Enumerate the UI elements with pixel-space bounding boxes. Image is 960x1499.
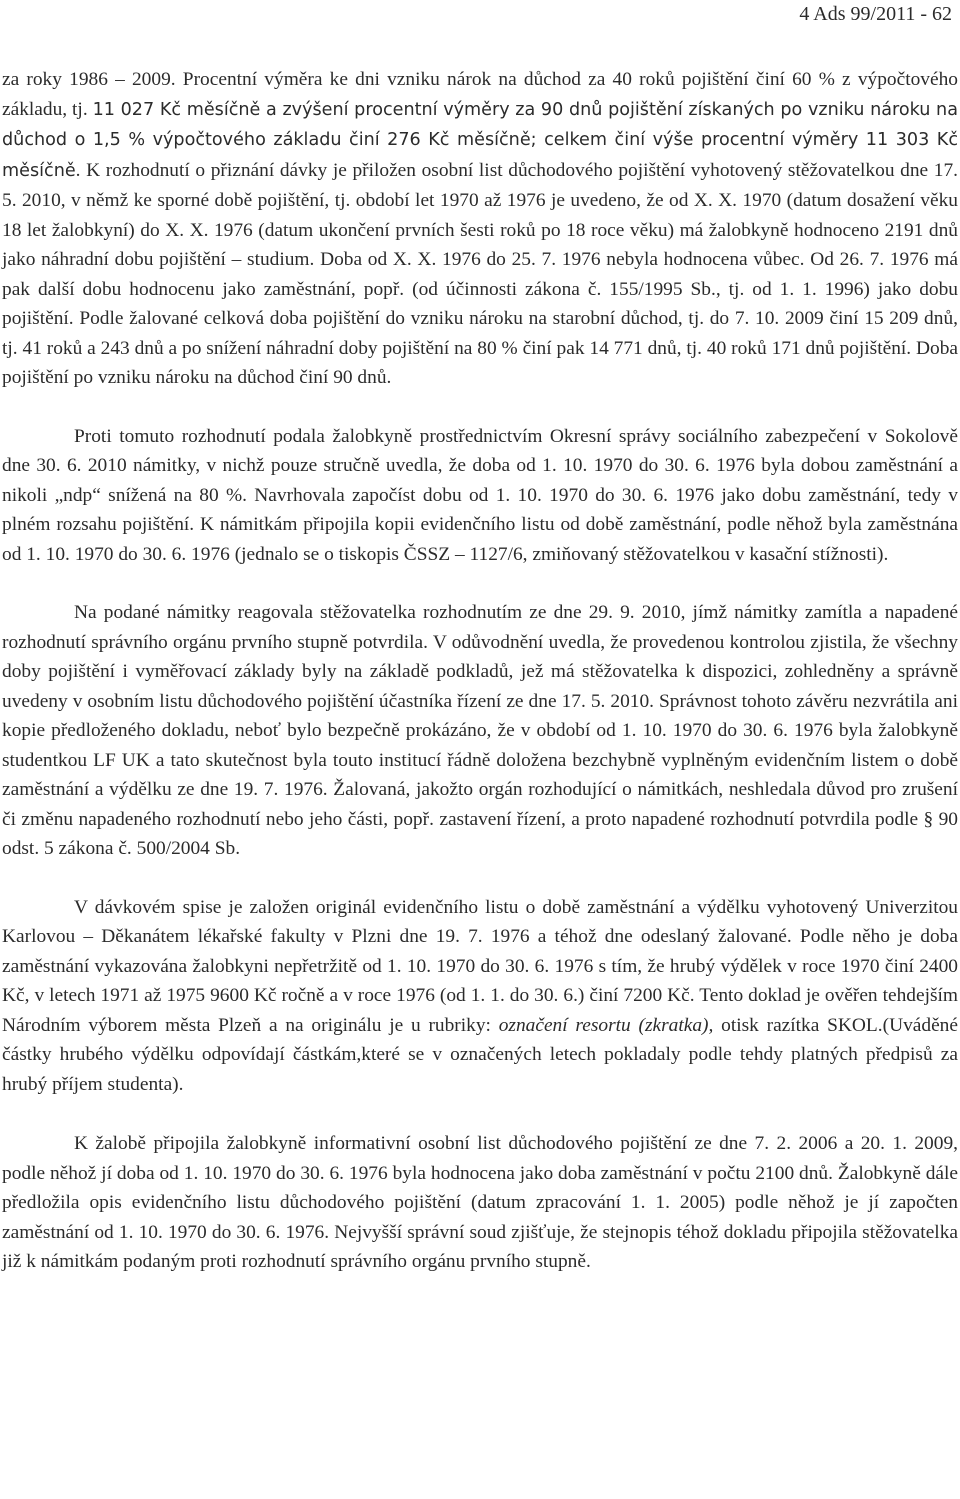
paragraph-4-part-b: otisk razítka SKOL.(Uváděné částky hrubého výdělku odpovídají částkám,které se v označených letech pokladaly podle tehdy platných předpisů za hrubý příjem studenta). [2, 1014, 958, 1095]
paragraph-1 [2, 65, 958, 393]
paragraph-4 [2, 893, 958, 1100]
document-body [2, 65, 958, 1277]
paragraph-1-part-a: za roky 1986 – 2009. Procentní výměra ke dni vzniku nárok na důchod za 40 roků pojištění činí 60 % z výpočtového základu, tj. [2, 69, 958, 120]
paragraph-4-italic-rubric: označení resortu (zkratka), [498, 1014, 714, 1036]
paragraph-1-part-c: . K rozhodnutí o přiznání dávky je přiložen osobní list důchodového pojištění vyhotovený stěžovatelkou dne 17. 5. 2010, v němž ke sporné době pojištění, tj. období let 1970 až 1976 je uvedeno, že od X. X. 1970 (datum dosažení věku 18 let žalobkyní) do X. X. 1976 (datum ukončení prvních šesti roků po 18 roce věku) má žalobkyně hodnoceno 2191 dnů jako náhradní dobu pojištění – studium. Doba od X. X. 1976 do 25. 7. 1976 nebyla hodnocena vůbec. Od 26. 7. 1976 má pak další dobu hodnocenu jako zaměstnání, popř. (od účinnosti zákona č. 155/1995 Sb., tj. od 1. 1. 1996) jako dobu pojištění. Podle žalované celková doba pojištění do vzniku nároku na starobní důchod, tj. do 7. 10. 2009 činí 15 209 dnů, tj. 41 roků a 243 dnů a po snížení náhradní doby pojištění na 80 % činí pak 14 771 dnů, tj. 40 roků 171 dnů pojištění. Doba pojištění po vzniku nároku na důchod činí 90 dnů. [2, 159, 958, 388]
paragraph-5: K žalobě připojila žalobkyně informativní osobní list důchodového pojištění ze dne 7. 2. 2006 a 20. 1. 2009, podle něhož jí doba od 1. 10. 1970 do 30. 6. 1976 byla hodnocena jako doba zaměstnání v počtu 2100 dnů. Žalobkyně dále předložila opis evidenčního listu důchodového pojištění (datum zpracování 1. 1. 2005) podle něhož je jí započten zaměstnání od 1. 10. 1970 do 30. 6. 1976. Nejvyšší správní soud zjišťuje, že stejnopis téhož dokladu připojila stěžovatelka již k námitkám podaným proti rozhodnutí správního orgánu prvního stupně. [2, 1133, 958, 1272]
paragraph-4-part-a: V dávkovém spise je založen originál evidenčního listu o době zaměstnání a výdělku vyhotovený Univerzitou Karlovou – Děkanátem lékařské fakulty v Plzni dne 19. 7. 1976 a téhož dne odeslaný žalované. Podle něho je doba zaměstnání vykazována žalobkyni nepřetržitě od 1. 10. 1970 do 30. 6. 1976 s tím, že hrubý výdělek v roce 1970 činí 2400 Kč, v letech 1971 až 1975 9600 Kč ročně a v roce 1976 (od 1. 1. do 30. 6.) činí 7200 Kč. Tento doklad je ověřen tehdejším Národním výborem města Plzeň a na originálu je u rubriky: [2, 896, 958, 1036]
paragraph-2: Proti tomuto rozhodnutí podala žalobkyně prostřednictvím Okresní správy sociálního zabezpečení v Sokolově dne 30. 6. 2010 námitky, v nichž pouze stručně uvedla, že doba od 1. 10. 1970 do 30. 6. 1976 byla dobou zaměstnání a nikoli „ndp“ snížená na 80 %. Navrhovala započíst dobu od 1. 10. 1970 do 30. 6. 1976 jako dobu zaměstnání, tedy v plném rozsahu pojištění. K námitkám připojila kopii evidenčního listu od době zaměstnání, podle něhož byla zaměstnána od 1. 10. 1970 do 30. 6. 1976 (jednalo se o tiskopis ČSSZ – 1127/6, zmiňovaný stěžovatelkou v kasační stížnosti). [2, 425, 958, 565]
paragraph-1-part-b: 11 027 Kč měsíčně a zvýšení procentní výměry za 90 dnů pojištění získaných po vzniku nároku na důchod o 1,5 % výpočtového základu činí 276 Kč měsíčně; celkem činí výše procentní výměry 11 303 Kč měsíčně [2, 99, 958, 181]
paragraph-3: Na podané námitky reagovala stěžovatelka rozhodnutím ze dne 29. 9. 2010, jímž námitky zamítla a napadené rozhodnutí správního orgánu prvního stupně potvrdila. V odůvodnění uvedla, že provedenou kontrolou zjistila, že všechny doby pojištění i vyměřovací základy byly na základě podkladů, jež má stěžovatelka k dispozici, zohledněny a správně uvedeny v osobním listu důchodového pojištění účastníka řízení ze dne 17. 5. 2010. Správnost tohoto závěru nezvrátila ani kopie předloženého dokladu, neboť bylo bezpečně prokázáno, že v období od 1. 10. 1970 do 30. 6. 1976 byla žalobkyně studentkou LF UK a tato skutečnost byla touto institucí řádně doložena bezchybně vyplněným evidenčním listem o době zaměstnání a výdělku ze dne 19. 7. 1976. Žalovaná, jakožto orgán rozhodující o námitkách, neshledala důvod pro zrušení či změnu napadeného rozhodnutí nebo jeho části, popř. zastavení řízení, a proto napadené rozhodnutí potvrdila podle § 90 odst. 5 zákona č. 500/2004 Sb. [2, 602, 958, 859]
case-reference: 4 Ads 99/2011 - 62 [799, 3, 952, 25]
